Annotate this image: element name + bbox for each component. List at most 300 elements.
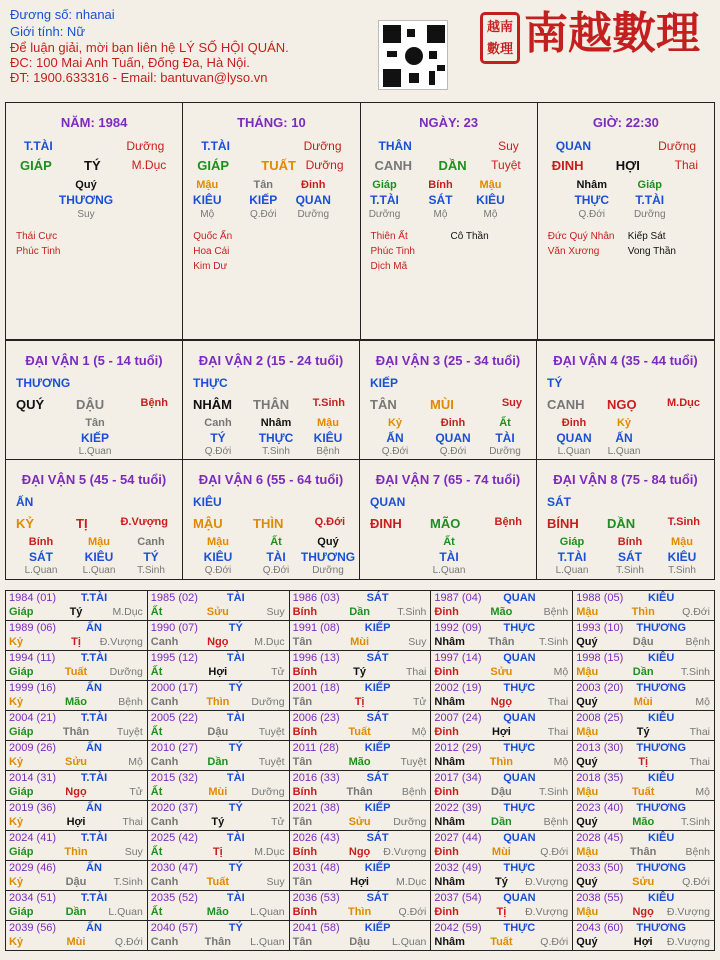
year-chi: Tý [494, 876, 508, 888]
dai-van-8[interactable] [537, 460, 714, 579]
year-label: 1992 (09) [434, 622, 482, 634]
year-cell[interactable] [290, 891, 432, 921]
year-truong-sinh: Thai [689, 756, 710, 768]
dai-van-title: ĐẠI VẬN 4 (35 - 44 tuổi) [553, 353, 698, 368]
dai-van-title: ĐẠI VẬN 8 (75 - 84 tuổi) [553, 472, 698, 487]
year-can: Canh [150, 876, 179, 888]
pillar-3 [361, 103, 538, 339]
year-can: Giáp [9, 906, 34, 918]
hidden-stage: T.Sinh [616, 565, 644, 576]
dai-van-can: KỶ [16, 516, 35, 531]
hidden-stem: Mậu [88, 536, 110, 548]
hidden-stage: Suy [77, 209, 95, 220]
hidden-stage: Dưỡng [312, 565, 344, 576]
year-truong-sinh: L.Quan [250, 936, 285, 948]
year-chi: Thìn [489, 756, 513, 768]
hidden-star: SÁT [29, 550, 53, 564]
dai-van-2[interactable] [183, 341, 360, 460]
year-label: 2008 (25) [576, 712, 624, 724]
hidden-stem: Nhâm [260, 417, 292, 429]
year-star: ẤN [86, 862, 102, 874]
year-cell[interactable] [6, 591, 148, 621]
year-cell[interactable] [573, 681, 715, 711]
hidden-star: QUAN [556, 431, 592, 445]
dai-van-5[interactable] [6, 460, 183, 579]
year-star: THỰC [503, 862, 536, 874]
pillar-truong-sinh: M.Dục [131, 158, 167, 172]
year-can: Canh [150, 696, 179, 708]
year-can: Đinh [434, 846, 459, 858]
year-can: Kỷ [9, 876, 24, 888]
year-chi: Ngọ [490, 696, 513, 708]
year-star: T.TÀI [80, 652, 108, 664]
year-truong-sinh: Tuyệt [258, 756, 285, 768]
year-chi: Sửu [348, 816, 371, 828]
year-label: 2001 (18) [292, 682, 340, 694]
year-chi: Thân [630, 846, 657, 858]
year-cell[interactable] [6, 771, 148, 801]
year-truong-sinh: Tuyệt [116, 726, 143, 738]
year-can: Tân [292, 696, 313, 708]
pillar-life-stage: Dưỡng [658, 139, 696, 153]
year-label: 2016 (33) [292, 772, 340, 784]
year-cell[interactable] [6, 801, 148, 831]
year-label: 2036 (53) [292, 892, 340, 904]
year-cell[interactable] [573, 741, 715, 771]
year-chi: Hợi [633, 936, 653, 948]
header [10, 6, 370, 85]
address: ĐC: 100 Mai Anh Tuấn, Đống Đa, Hà Nội. [10, 55, 250, 70]
year-cell[interactable] [431, 621, 573, 651]
year-can: Nhâm [434, 756, 465, 768]
hidden-stage: Q.Đới [204, 565, 232, 576]
hidden-star: T.TÀI [635, 193, 665, 207]
year-can: Nhâm [434, 636, 465, 648]
pillar-can: GIÁP [197, 158, 230, 173]
year-truong-sinh: Bệnh [543, 606, 569, 618]
year-cell[interactable] [431, 651, 573, 681]
dai-van-4[interactable] [537, 341, 714, 460]
year-can: Mậu [576, 666, 599, 678]
year-can: Quý [576, 816, 598, 828]
pillar-star: T.TÀI [24, 139, 53, 153]
year-cell[interactable] [573, 591, 715, 621]
year-cell[interactable] [6, 741, 148, 771]
year-truong-sinh: T.Sinh [539, 786, 569, 798]
year-star: TÀI [226, 652, 245, 664]
year-truong-sinh: Tuyệt [258, 726, 285, 738]
qr-code-icon[interactable] [378, 20, 448, 90]
year-label: 2033 (50) [576, 862, 624, 874]
year-star: SÁT [366, 772, 389, 784]
year-cell[interactable] [148, 711, 290, 741]
year-cell[interactable] [431, 861, 573, 891]
year-star: KIÊU [648, 652, 675, 664]
hidden-stage: Dưỡng [297, 209, 330, 220]
year-can: Canh [150, 756, 179, 768]
pillar-title: NGÀY: 23 [419, 115, 479, 130]
year-cell[interactable] [148, 801, 290, 831]
year-cell[interactable] [573, 831, 715, 861]
hidden-star: TÀI [495, 431, 515, 445]
year-cell[interactable] [148, 891, 290, 921]
year-truong-sinh: Mộ [553, 666, 569, 678]
hidden-stage: Dưỡng [368, 209, 401, 220]
year-cell[interactable] [290, 801, 432, 831]
dai-van-star: KIẾP [370, 376, 399, 390]
year-star: SÁT [366, 712, 389, 724]
dai-van-star: TÝ [547, 376, 563, 390]
dai-van-6[interactable] [183, 460, 360, 579]
dai-van-chi: TỊ [76, 516, 88, 531]
hidden-star: ẤN [615, 431, 633, 445]
year-truong-sinh: Q.Đới [540, 936, 569, 948]
year-can: Quý [576, 936, 598, 948]
hidden-stage: Bệnh [316, 446, 340, 457]
dai-van-chi: MÃO [430, 516, 461, 531]
year-star: ẤN [86, 922, 102, 934]
year-star: TÝ [228, 922, 243, 934]
year-truong-sinh: T.Sinh [397, 606, 427, 618]
hidden-stage: T.Sinh [137, 565, 165, 576]
year-chi: Mão [206, 906, 229, 918]
year-can: Ất [150, 726, 163, 738]
pillar-title: THÁNG: 10 [237, 115, 306, 130]
dai-van-3[interactable] [360, 341, 537, 460]
year-star: T.TÀI [80, 712, 108, 724]
pillar-can: CANH [374, 158, 413, 173]
year-star: TÀI [226, 712, 245, 724]
year-star: T.TÀI [80, 892, 108, 904]
year-label: 2012 (29) [434, 742, 482, 754]
year-cell[interactable] [6, 921, 148, 951]
year-label: 2009 (26) [9, 742, 57, 754]
dai-van-star: ẤN [16, 495, 34, 509]
year-can: Đinh [434, 666, 459, 678]
year-cell[interactable] [431, 801, 573, 831]
year-chi: Tý [69, 606, 83, 618]
year-cell[interactable] [148, 621, 290, 651]
pillar-life-stage: Dưỡng [126, 139, 165, 153]
year-chi: Tuất [631, 786, 655, 798]
dai-van-can: BÍNH [547, 516, 579, 531]
year-truong-sinh: M.Dục [396, 876, 427, 888]
year-chi: Tị [212, 846, 223, 858]
hidden-stage: L.Quan [24, 565, 58, 576]
year-chi: Dậu [65, 876, 87, 888]
year-cell[interactable] [148, 861, 290, 891]
year-label: 2006 (23) [292, 712, 340, 724]
year-can: Mậu [576, 906, 599, 918]
year-label: 2021 (38) [292, 802, 340, 814]
hidden-stem: Tân [85, 417, 105, 429]
hidden-stem: Nhâm [576, 179, 608, 191]
year-cell[interactable] [6, 891, 148, 921]
hidden-stage: Q.Đới [381, 446, 409, 457]
year-truong-sinh: T.Sinh [113, 876, 143, 888]
year-chi: Dậu [632, 636, 654, 648]
hidden-star: KIÊU [203, 550, 233, 564]
year-cell[interactable] [573, 861, 715, 891]
year-chi: Thân [204, 936, 231, 948]
hidden-stage: Mộ [200, 209, 215, 220]
year-star: TÀI [226, 772, 245, 784]
year-can: Kỷ [9, 936, 24, 948]
special-star: Thái Cực [16, 231, 58, 242]
year-truong-sinh: Đ.Vượng [666, 936, 710, 948]
special-star: Văn Xương [547, 246, 600, 257]
year-star: KIẾP [364, 862, 391, 874]
dai-van-1[interactable] [6, 341, 183, 460]
year-label: 2017 (34) [434, 772, 482, 784]
year-label: 2040 (57) [150, 922, 198, 934]
hidden-stage: Q.Đới [439, 446, 467, 457]
year-label: 2042 (59) [434, 922, 482, 934]
year-truong-sinh: Suy [266, 606, 285, 618]
year-can: Ất [150, 906, 163, 918]
year-chi: Tý [353, 666, 367, 678]
year-label: 2002 (19) [434, 682, 482, 694]
year-star: QUAN [503, 592, 536, 604]
hidden-star: TÀI [439, 550, 459, 564]
special-star: Quốc Ấn [193, 231, 233, 242]
year-can: Đinh [434, 606, 459, 618]
year-truong-sinh: Q.Đới [398, 906, 427, 918]
year-cell[interactable] [573, 771, 715, 801]
year-cell[interactable] [290, 771, 432, 801]
year-label: 2030 (47) [150, 862, 198, 874]
year-truong-sinh: Suy [266, 876, 285, 888]
pillar-title: GIỜ: 22:30 [592, 115, 659, 130]
year-star: THƯƠNG [636, 682, 687, 694]
year-cell[interactable] [290, 651, 432, 681]
year-star: TÀI [226, 592, 245, 604]
hidden-stem: Mậu [207, 536, 229, 548]
year-cell[interactable] [431, 711, 573, 741]
year-cell[interactable] [6, 711, 148, 741]
year-star: T.TÀI [80, 772, 108, 784]
year-truong-sinh: Đ.Vượng [383, 846, 427, 858]
year-cell[interactable] [6, 681, 148, 711]
dai-van-chi: DẦN [607, 516, 636, 531]
year-chi: Dần [491, 816, 512, 828]
pillar-4 [538, 103, 714, 339]
year-truong-sinh: Dưỡng [109, 666, 143, 678]
year-can: Đinh [434, 786, 459, 798]
year-truong-sinh: T.Sinh [680, 666, 710, 678]
year-truong-sinh: Thai [689, 726, 710, 738]
special-star: Thiên Ất [370, 231, 408, 242]
special-star-bad: Kiếp Sát [627, 231, 666, 242]
year-cell[interactable] [290, 921, 432, 951]
year-cell[interactable] [573, 621, 715, 651]
year-star: THƯƠNG [636, 802, 687, 814]
year-cell[interactable] [573, 711, 715, 741]
year-star: THƯƠNG [636, 622, 687, 634]
year-cell[interactable] [431, 831, 573, 861]
hidden-stem: Canh [204, 417, 232, 429]
year-chi: Dậu [349, 936, 370, 948]
year-label: 2037 (54) [434, 892, 482, 904]
year-cell[interactable] [431, 771, 573, 801]
dai-van-star: KIÊU [193, 495, 222, 509]
year-can: Bính [292, 726, 318, 738]
year-chi: Hợi [350, 876, 369, 888]
phone-email: ĐT: 1900.633316 - Email: bantuvan@lyso.vn [10, 70, 268, 85]
year-can: Ất [150, 606, 163, 618]
year-chi: Mão [632, 816, 655, 828]
hidden-star: T.TÀI [557, 550, 587, 564]
brand-logo: 南越數理 [524, 8, 700, 59]
year-can: Đinh [434, 726, 459, 738]
year-can: Quý [576, 696, 598, 708]
year-cell[interactable] [148, 681, 290, 711]
year-cell[interactable] [148, 831, 290, 861]
year-chi: Mùi [208, 786, 228, 798]
year-label: 2023 (40) [576, 802, 624, 814]
year-cell[interactable] [290, 741, 432, 771]
year-cell[interactable] [573, 801, 715, 831]
year-star: THỰC [503, 682, 536, 694]
hidden-star: KIẾP [80, 431, 109, 445]
dai-van-chi: MÙI [430, 397, 454, 412]
year-truong-sinh: Tử [271, 666, 285, 678]
year-cell[interactable] [290, 591, 432, 621]
hidden-star: TÝ [210, 431, 226, 445]
pillar-star: THÂN [378, 139, 412, 153]
year-can: Mậu [576, 846, 599, 858]
pillar-title: NĂM: 1984 [60, 115, 128, 130]
year-truong-sinh: T.Sinh [680, 816, 710, 828]
year-cell[interactable] [573, 921, 715, 951]
year-label: 2020 (37) [150, 802, 198, 814]
year-cell[interactable] [148, 591, 290, 621]
hidden-stage: T.Sinh [262, 446, 290, 457]
year-can: Nhâm [434, 936, 465, 948]
year-truong-sinh: Đ.Vượng [525, 906, 569, 918]
year-cell[interactable] [573, 651, 715, 681]
year-cell[interactable] [290, 711, 432, 741]
year-label: 2034 (51) [9, 892, 57, 904]
year-can: Mậu [576, 786, 599, 798]
year-star: ẤN [86, 682, 102, 694]
year-label: 2004 (21) [9, 712, 57, 724]
year-can: Quý [576, 636, 598, 648]
year-label: 2019 (36) [9, 802, 57, 814]
special-star: Đức Quý Nhân [547, 231, 615, 242]
brand-seal-icon: 越南 數理 [480, 12, 520, 64]
year-truong-sinh: M.Dục [112, 606, 143, 618]
year-cell[interactable] [6, 651, 148, 681]
year-star: SÁT [366, 892, 389, 904]
year-chi: Mùi [491, 846, 511, 858]
year-chi: Mùi [633, 696, 653, 708]
year-star: QUAN [503, 772, 536, 784]
year-label: 1991 (08) [292, 622, 340, 634]
year-cell[interactable] [431, 681, 573, 711]
year-label: 1988 (05) [576, 592, 624, 604]
year-truong-sinh: Đ.Vượng [99, 636, 143, 648]
year-can: Canh [150, 936, 179, 948]
year-chi: Mão [348, 756, 371, 768]
year-cell[interactable] [431, 741, 573, 771]
year-star: ẤN [86, 802, 102, 814]
year-cell[interactable] [148, 771, 290, 801]
year-cell[interactable] [148, 651, 290, 681]
year-label: 2041 (58) [292, 922, 340, 934]
year-truong-sinh: Bệnh [685, 846, 710, 858]
year-chi: Ngọ [632, 906, 654, 918]
year-cell[interactable] [290, 861, 432, 891]
hidden-stage: L.Quan [78, 446, 112, 457]
year-truong-sinh: L.Quan [108, 906, 143, 918]
year-label: 1989 (06) [9, 622, 57, 634]
hidden-star: KIÊU [192, 193, 222, 207]
dai-van-truong-sinh: Q.Đới [314, 516, 345, 528]
year-cell[interactable] [431, 591, 573, 621]
pillar-star: T.TÀI [201, 139, 230, 153]
year-cell[interactable] [290, 831, 432, 861]
year-chi: Thân [346, 786, 373, 798]
year-cell[interactable] [573, 891, 715, 921]
year-cell[interactable] [6, 861, 148, 891]
dai-van-can: MẬU [193, 516, 223, 531]
year-cell[interactable] [6, 621, 148, 651]
year-cell[interactable] [6, 831, 148, 861]
hidden-stem: Đinh [301, 179, 326, 191]
year-label: 2003 (20) [576, 682, 624, 694]
dai-van-title: ĐẠI VẬN 7 (65 - 74 tuổi) [375, 472, 521, 487]
hidden-stem: Kỷ [387, 417, 403, 429]
year-truong-sinh: Mộ [553, 756, 569, 768]
year-truong-sinh: Q.Đới [114, 936, 143, 948]
year-cell[interactable] [431, 891, 573, 921]
hidden-stem: Ất [499, 417, 511, 429]
hidden-star: THỰC [574, 193, 610, 207]
hidden-stem: Bính [617, 536, 643, 548]
year-cell[interactable] [290, 681, 432, 711]
year-star: THỰC [503, 922, 536, 934]
year-truong-sinh: Dưỡng [251, 696, 285, 708]
year-cell[interactable] [148, 741, 290, 771]
year-chi: Ngọ [348, 846, 371, 858]
dai-van-7[interactable] [360, 460, 537, 579]
year-star: TÀI [226, 832, 245, 844]
year-cell[interactable] [148, 921, 290, 951]
year-truong-sinh: Bệnh [685, 636, 710, 648]
year-truong-sinh: Thai [405, 666, 427, 678]
year-label: 2039 (56) [9, 922, 57, 934]
hidden-stage: T.Sinh [668, 565, 696, 576]
dai-van-truong-sinh: Đ.Vượng [120, 516, 168, 528]
special-star: Phúc Tinh [370, 246, 415, 257]
year-chi: Tị [638, 756, 649, 768]
year-star: KIÊU [648, 712, 675, 724]
hidden-stem: Kỷ [616, 417, 632, 429]
year-truong-sinh: L.Quan [391, 936, 427, 948]
dai-van-truong-sinh: T.Sinh [667, 516, 700, 528]
pillar-truong-sinh: Thai [674, 158, 698, 172]
contact-note: Để luận giải, mời bạn liên hệ LÝ SỐ HỘI QUÁN. [10, 40, 289, 55]
dai-van-can: CANH [547, 397, 585, 412]
year-cell[interactable] [431, 921, 573, 951]
dai-van-chi: THÌN [253, 516, 284, 531]
year-cell[interactable] [290, 621, 432, 651]
year-label: 2015 (32) [150, 772, 198, 784]
dai-van-star: THƯƠNG [16, 376, 71, 390]
pillar-truong-sinh: Tuyệt [491, 158, 521, 172]
hidden-stem: Giáp [559, 536, 585, 548]
